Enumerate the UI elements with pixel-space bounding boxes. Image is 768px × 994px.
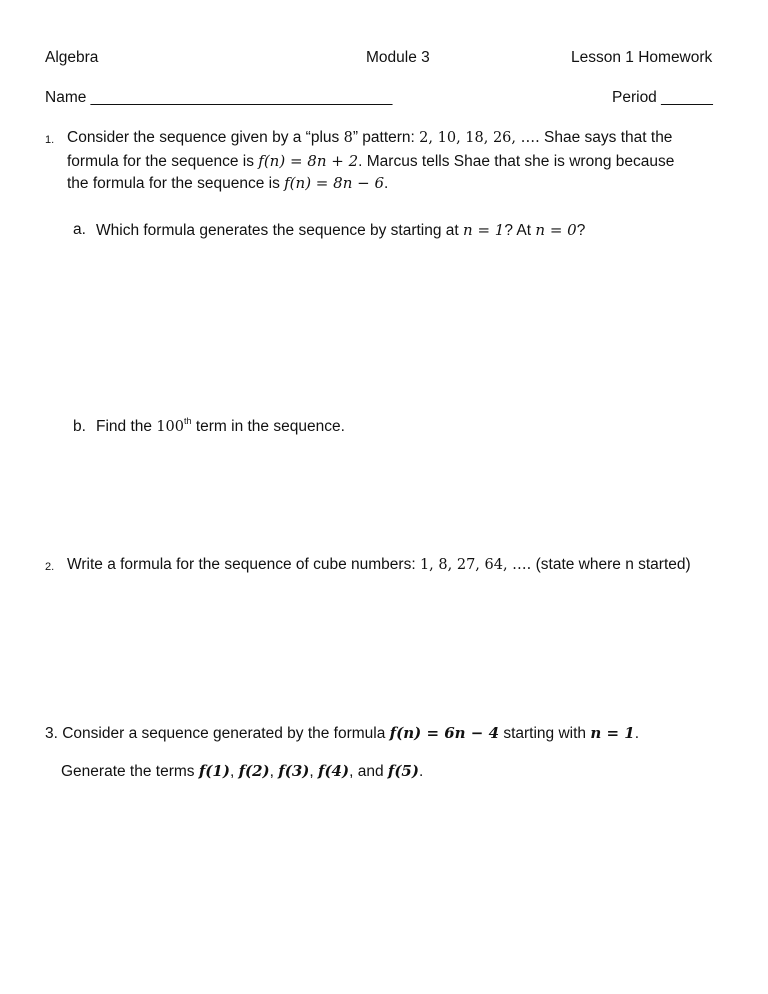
q1-line1: Consider the sequence given by a “plus 8” pattern: 2, 10, 18, 26, …. Shae says that the	[67, 129, 673, 146]
name-line	[45, 88, 392, 108]
q2-number: 2.	[45, 561, 55, 573]
q1-line3: the formula for the sequence is f(n) = 8n − 6.	[67, 174, 389, 192]
name-label: Name	[45, 89, 87, 106]
q1-number: 1.	[45, 134, 55, 146]
q3-generate: Generate the terms f(1), f(2), f(3), f(4), and f(5).	[61, 762, 424, 780]
name-blank: ___________________________________	[90, 89, 393, 106]
period-line	[612, 88, 713, 108]
module-title: Module 3	[366, 49, 430, 66]
course-title: Algebra	[45, 49, 99, 66]
q1b-text: Find the 100th term in the sequence.	[96, 415, 345, 435]
q1a-label: a.	[73, 221, 86, 238]
q1b-label: b.	[73, 418, 86, 435]
q1-line2: formula for the sequence is f(n) = 8n + 2. Marcus tells Shae that she is wrong because	[67, 152, 675, 170]
period-blank: ______	[661, 89, 713, 106]
lesson-title: Lesson 1 Homework	[571, 49, 713, 66]
q2-text: Write a formula for the sequence of cube numbers: 1, 8, 27, 64, …. (state where n started)	[67, 556, 691, 573]
period-label: Period	[612, 89, 657, 106]
q1a-text: Which formula generates the sequence by starting at n = 1? At n = 0?	[96, 221, 586, 239]
q3-text: 3. Consider a sequence generated by the formula f(n) = 6n − 4 starting with n = 1.	[45, 724, 640, 742]
